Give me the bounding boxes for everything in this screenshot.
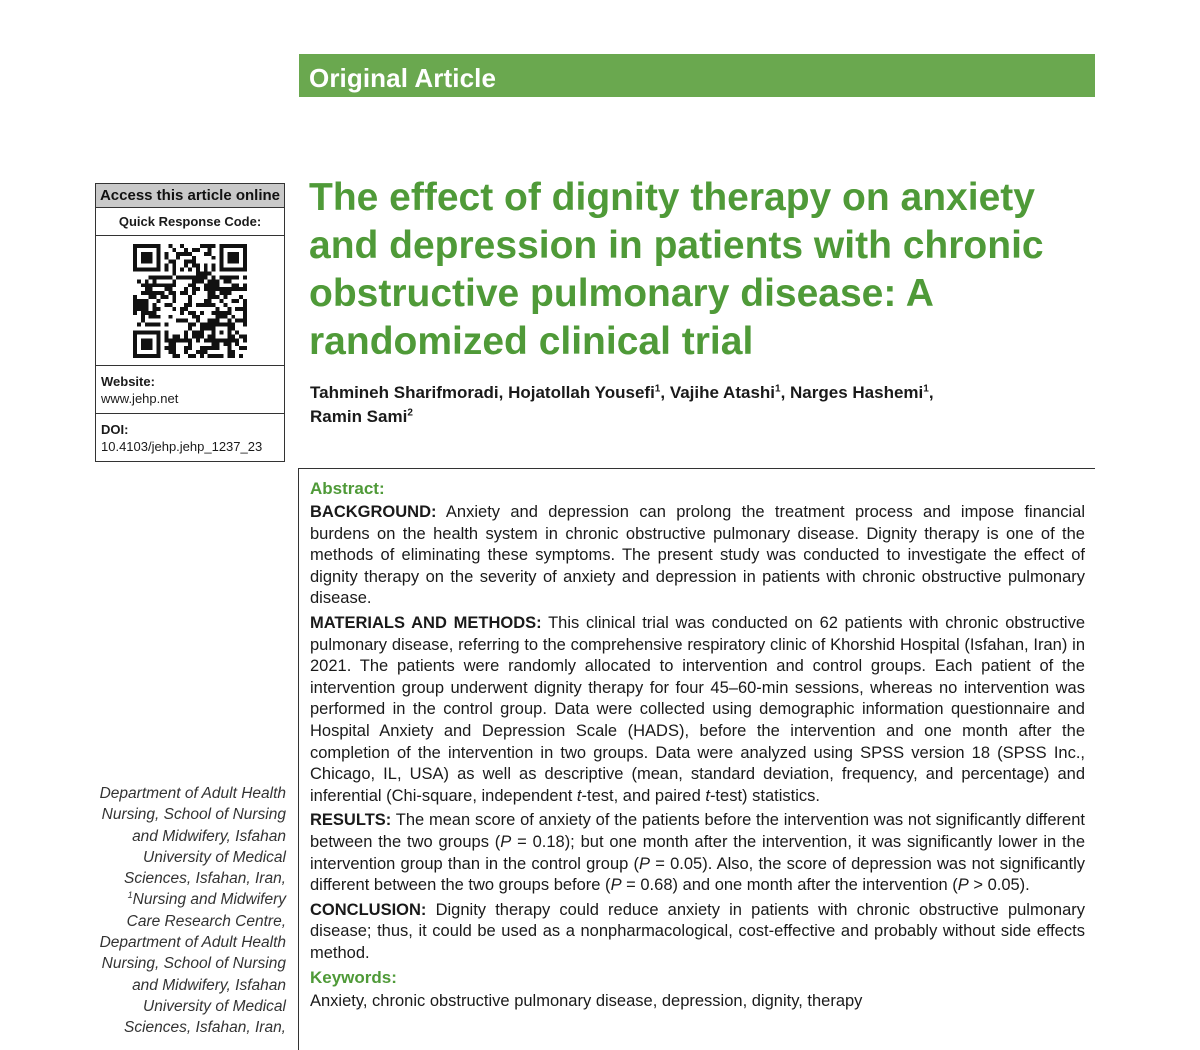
abstract-background: BACKGROUND: Anxiety and depression can prolong the treatment process and impose financial burdens on the health system in chronic obstructive pulmonary disease. Dignity therapy is one of the methods of eliminating these symptoms. The present study was conducted to investigate the effect of dignity therapy on the severity of anxiety and depression in patients with chronic obstructive pulmonary disease. xyxy=(310,503,1085,608)
author-name: Tahmineh Sharifmoradi xyxy=(310,383,499,402)
author-name: Ramin Sami xyxy=(310,407,408,426)
website-link[interactable]: www.jehp.net xyxy=(101,391,179,406)
website-label: Website: xyxy=(101,374,155,389)
qr-code-label: Quick Response Code: xyxy=(118,214,262,229)
abstract-section xyxy=(298,468,1095,1050)
author-affiliation-marker: 1 xyxy=(654,383,661,395)
doi-link[interactable]: 10.4103/jehp.jehp_1237_23 xyxy=(101,439,263,454)
abstract-results: RESULTS: The mean score of anxiety of the patients before the intervention was not significantly different between the two groups (P = 0.18); but one month after the intervention, it was significantly lower in the intervention group than in the control group (P = 0.05). Also, the score of depression was not significantly different between the two groups before (P = 0.68) and one month after the intervention (P > 0.05). xyxy=(310,811,1085,895)
article-type-banner: Original Article xyxy=(299,54,1095,97)
qr-code-image[interactable] xyxy=(133,244,247,358)
author-affiliation-marker: 2 xyxy=(407,407,413,419)
author-affiliations: Department of Adult Health Nursing, School of Nursing and Midwifery, Isfahan University of Medical Sciences, Isfahan, Iran, $^1$Nursing and Midwifery Care Research Centre, Department of Adult Health Nursing, School of Nursing and Midwifery, Isfahan University of Medical Sciences, Isfahan, Iran, xyxy=(99,785,286,1037)
article-title: The effect of dignity therapy on anxiety and depression in patients with chronic obstructive pulmonary disease: A randomized clinical trial xyxy=(309,176,1044,363)
author-affiliation-marker: 1 xyxy=(923,383,929,395)
author-name: Hojatollah Yousefi xyxy=(508,383,655,402)
access-online-box xyxy=(95,183,285,462)
keywords-list: Anxiety, chronic obstructive pulmonary disease, depression, dignity, therapy xyxy=(310,992,863,1011)
abstract-heading: Abstract: xyxy=(310,479,385,498)
author-list: Tahmineh Sharifmoradi, Hojatollah Yousefi$^1$, Vajihe Atashi$^1$, Narges Hashemi$^1$, Ramin Sami$^2$ xyxy=(310,383,934,426)
author-name: Narges Hashemi xyxy=(790,383,924,402)
keywords-heading: Keywords: xyxy=(310,968,397,988)
abstract-conclusion: CONCLUSION: Dignity therapy could reduce anxiety in patients with chronic obstructive pulmonary disease; thus, it could be used as a nonpharmacological, cost-effective and probably without side effects method. xyxy=(310,900,1085,962)
abstract-methods: MATERIALS AND METHODS: This clinical trial was conducted on 62 patients with chronic obstructive pulmonary disease, referring to the comprehensive respiratory clinic of Khorshid Hospital (Isfahan, Iran) in 2021. The patients were randomly allocated to intervention and control groups. Each patient of the intervention group underwent dignity therapy for four 45–60-min sessions, whereas no intervention was performed in the control group. Data were collected using demographic information questionnaire and Hospital Anxiety and Depression Scale (HADS), before the intervention and one month after the completion of the intervention in two groups. Data were analyzed using SPSS version 18 (SPSS Inc., Chicago, IL, USA) as well as descriptive (mean, standard deviation, frequency, and percentage) and inferential (Chi-square, independent t-test, and paired t-test) statistics. xyxy=(310,613,1085,805)
access-box-header: Access this article online xyxy=(96,184,284,208)
author-affiliation-marker: 1 xyxy=(775,383,781,395)
doi-label: DOI: xyxy=(101,422,129,437)
author-name: Vajihe Atashi xyxy=(669,383,775,402)
